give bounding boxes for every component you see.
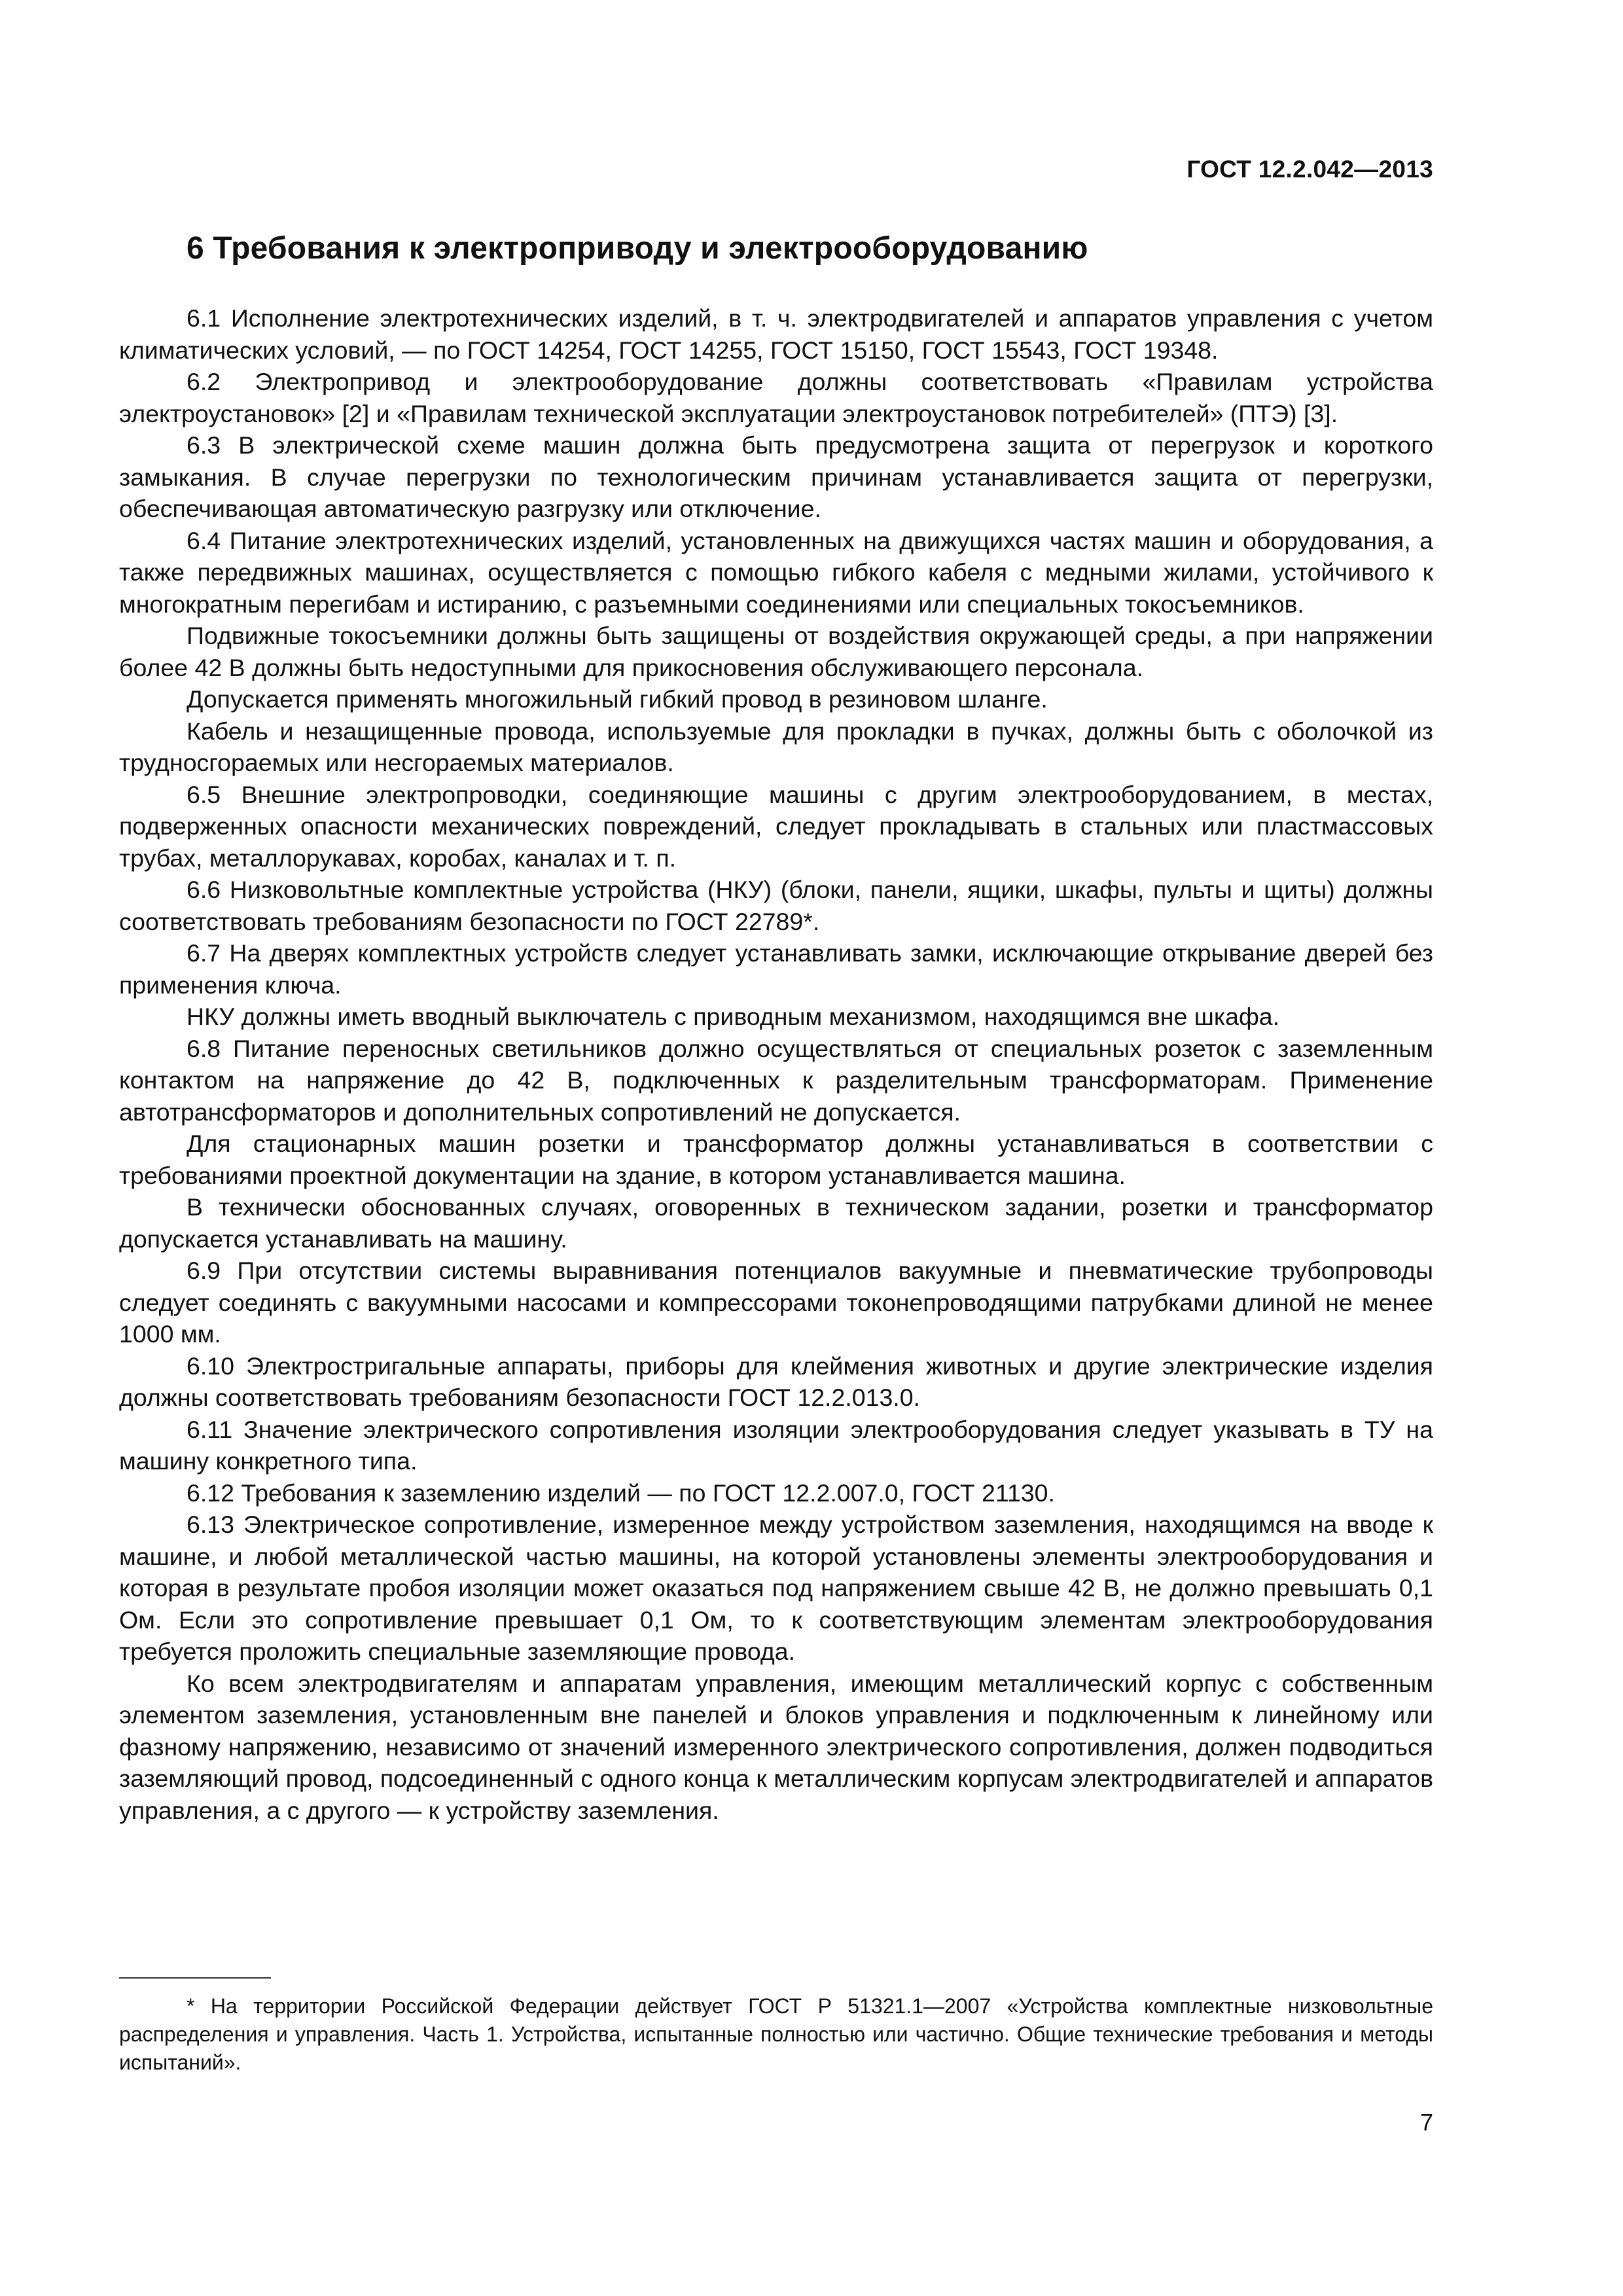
paragraph-6-8-justified-cases: В технически обоснованных случаях, оговоренных в техническом задании, розетки и трансформатор допускается устанавливать на машину. — [119, 1193, 1433, 1253]
document-code-header: ГОСТ 12.2.042—2013 — [1186, 156, 1433, 183]
section-body — [119, 302, 1433, 1826]
paragraph-6-3: 6.3 В электрической схеме машин должна быть предусмотрена защита от перегрузок и короткого замыкания. В случае перегрузки по технологическим причинам устанавливается защита от перегрузки, обеспечивающая автоматическую разгрузку или отключение. — [119, 431, 1433, 522]
paragraph-6-4-current-collectors: Подвижные токосъемники должны быть защищены от воздействия окружающей среды, а при напряжении более 42 В должны быть недоступными для прикосновения обслуживающего персонала. — [119, 622, 1433, 681]
footnote: * На территории Российской Федерации действует ГОСТ Р 51321.1—2007 «Устройства комплектные низковольтные распределения и управления. Часть 1. Устройства, испытанные полностью или частично. Общие технические требования и методы испытаний». — [119, 1994, 1433, 2074]
paragraph-6-4-flexible-wire: Допускается применять многожильный гибкий провод в резиновом шланге. — [187, 685, 1048, 713]
section-title: 6 Требования к электроприводу и электрооборудованию — [187, 231, 1088, 266]
paragraph-6-4-cable-sheath: Кабель и незащищенные провода, используемые для прокладки в пучках, должны быть с оболочкой из трудносгораемых или несгораемых материалов. — [119, 717, 1433, 776]
paragraph-6-6: 6.6 Низковольтные комплектные устройства (НКУ) (блоки, панели, ящики, шкафы, пульты и щиты) должны соответствовать требованиям безопасности по ГОСТ 22789*. — [119, 876, 1433, 935]
paragraph-6-12: 6.12 Требования к заземлению изделий — по ГОСТ 12.2.007.0, ГОСТ 21130. — [187, 1479, 1055, 1507]
footnote-divider — [119, 1977, 271, 1979]
paragraph-6-7-input-switch: НКУ должны иметь вводный выключатель с приводным механизмом, находящимся вне шкафа. — [187, 1003, 1280, 1030]
paragraph-6-11: 6.11 Значение электрического сопротивления изоляции электрооборудования следует указывать в ТУ на машину конкретного типа. — [119, 1415, 1433, 1475]
paragraph-6-13-grounding-wire: Ко всем электродвигателям и аппаратам управления, имеющим металлический корпус с собственным элементом заземления, установленным вне панелей и блоков управления и подключенным к линейному или фазному напряжению, независимо от значений измеренного электрического сопротивления, должен подводиться заземляющий провод, подсоединенный с одного конца к металлическим корпусам электродвигателей и аппаратов управления, а с другого — к устройству заземления. — [119, 1669, 1433, 1824]
paragraph-6-13: 6.13 Электрическое сопротивление, измеренное между устройством заземления, находящимся на вводе к машине, и любой металлической частью машины, на которой установлены элементы электрооборудования и которая в результате пробоя изоляции может оказаться под напряжением свыше 42 В, не должно превышать 0,1 Ом. Если это сопротивление превышает 0,1 Ом, то к соответствующим элементам электрооборудования требуется проложить специальные заземляющие провода. — [119, 1511, 1433, 1665]
paragraph-6-1: 6.1 Исполнение электротехнических изделий, в т. ч. электродвигателей и аппаратов управления с учетом климатических условий, — по ГОСТ 14254, ГОСТ 14255, ГОСТ 15150, ГОСТ 15543, ГОСТ 19348. — [119, 304, 1433, 364]
paragraph-6-8: 6.8 Питание переносных светильников должно осуществляться от специальных розеток с заземленным контактом на напряжение до 42 В, подключенных к разделительным трансформаторам. Применение автотрансформаторов и дополнительных сопротивлений не допускается. — [119, 1034, 1433, 1126]
paragraph-6-8-stationary: Для стационарных машин розетки и трансформатор должны устанавливаться в соответствии с требованиями проектной документации на здание, в котором устанавливается машина. — [119, 1130, 1433, 1189]
paragraph-6-5: 6.5 Внешние электропроводки, соединяющие машины с другим электрооборудованием, в местах, подверженных опасности механических повреждений, следует прокладывать в стальных или пластмассовых трубах, металлорукавах, коробах, каналах и т. п. — [119, 780, 1433, 872]
paragraph-6-2: 6.2 Электропривод и электрооборудование должны соответствовать «Правилам устройства электроустановок» [2] и «Правилам технической эксплуатации электроустановок потребителей» (ПТЭ) [3]. — [119, 368, 1433, 427]
paragraph-6-9: 6.9 При отсутствии системы выравнивания потенциалов вакуумные и пневматические трубопроводы следует соединять с вакуумными насосами и компрессорами токонепроводящими патрубками длиной не менее 1000 мм. — [119, 1257, 1433, 1348]
paragraph-6-7: 6.7 На дверях комплектных устройств следует устанавливать замки, исключающие открывание дверей без применения ключа. — [119, 939, 1433, 999]
paragraph-6-4: 6.4 Питание электротехнических изделий, установленных на движущихся частях машин и оборудования, а также передвижных машинах, осуществляется с помощью гибкого кабеля с медными жилами, устойчивого к многократным перегибам и истиранию, с разъемными соединениями или специальных токосъемников. — [119, 526, 1433, 618]
paragraph-6-10: 6.10 Электростригальные аппараты, приборы для клеймения животных и другие электрические изделия должны соответствовать требованиям безопасности ГОСТ 12.2.013.0. — [119, 1352, 1433, 1411]
page-number: 7 — [1419, 2109, 1433, 2136]
